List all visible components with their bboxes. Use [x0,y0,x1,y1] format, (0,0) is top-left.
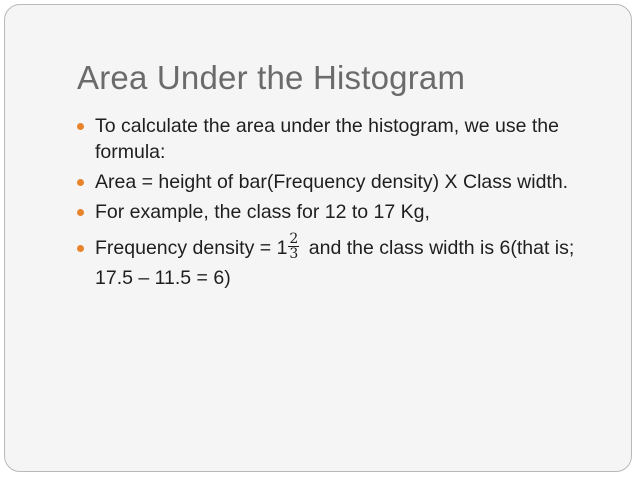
slide-frame [4,4,632,472]
bullet-dot-icon [77,209,84,216]
bullet-item-example [77,199,597,225]
mixed-number [277,233,304,263]
fraction-numerator: 2 [289,231,299,248]
slide-title: Area Under the Histogram [77,59,466,96]
bullet-text: Area = height of bar(Frequency density) X Class width. [95,171,569,193]
mixed-number-whole: 1 [276,237,288,259]
fraction-denominator: 3 [289,246,299,263]
bullet-dot-icon [77,245,84,252]
fraction [288,232,299,261]
bullet-text: For example, the class for 12 to 17 Kg, [95,201,430,223]
bullet-list [77,113,597,297]
bullet-text: To calculate the area under the histogram, we use the formula: [95,115,559,163]
bullet-dot-icon [77,179,84,186]
bullet-item-formula-intro [77,113,597,165]
formula-suffix: and the class width is 6(that is; 17.5 – 11.5 = 6) [95,237,575,290]
bullet-dot-icon [77,123,84,130]
bullet-item-frequency-density [77,233,597,293]
bullet-item-area-formula [77,169,597,195]
formula-prefix: Frequency density = [95,237,277,259]
